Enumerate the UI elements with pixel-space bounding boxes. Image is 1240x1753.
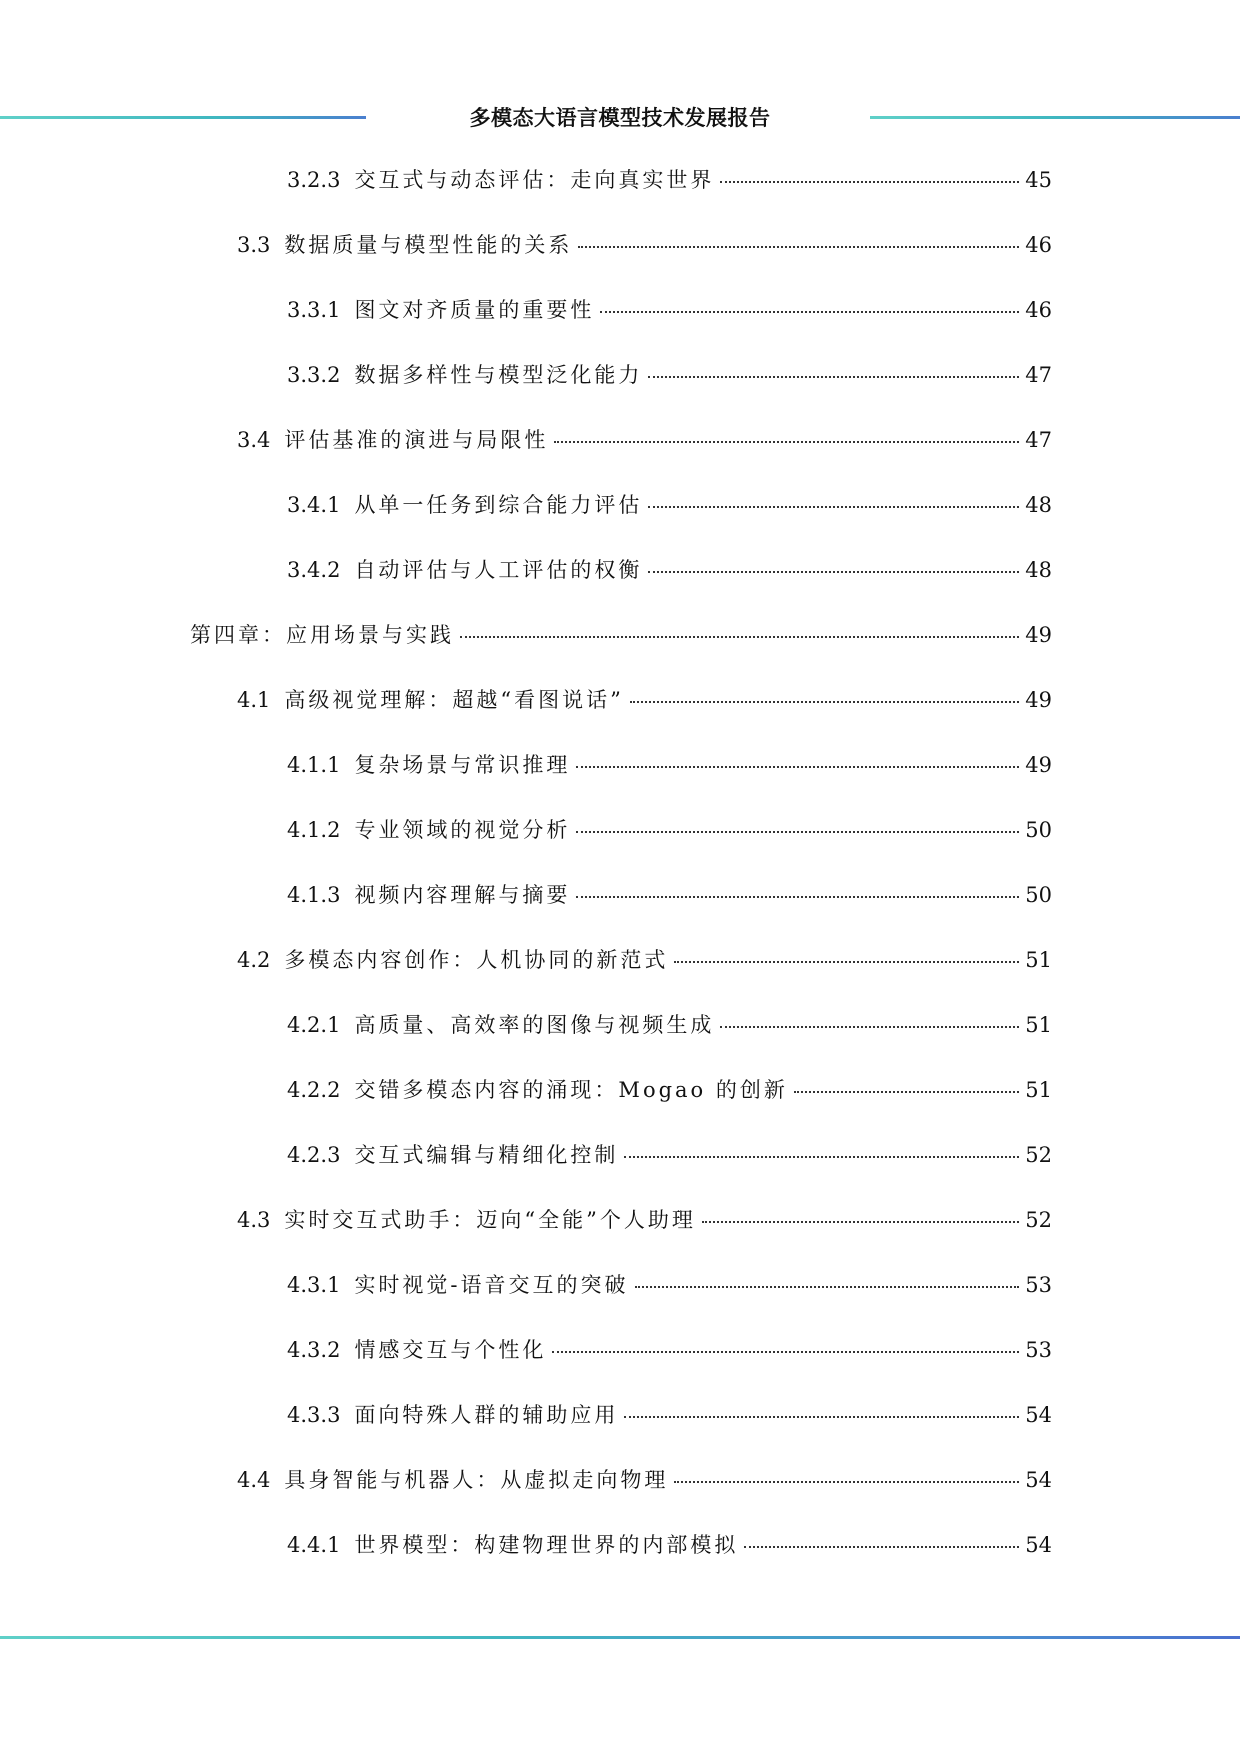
toc-entry-number: 3.3.1: [287, 298, 341, 322]
toc-page-number: 49: [1025, 753, 1052, 777]
toc-entry-title: 自动评估与人工评估的权衡: [354, 558, 643, 582]
toc-entry-number: 3.4.2: [287, 558, 341, 582]
toc-dot-leader: [576, 831, 1019, 833]
toc-entry[interactable]: [287, 879, 1052, 909]
toc-entry[interactable]: [287, 1334, 1052, 1364]
toc-dot-leader: [674, 1481, 1019, 1483]
toc-entry[interactable]: [287, 164, 1052, 194]
toc-entry-number: 4.1: [237, 688, 271, 712]
toc-entry[interactable]: [287, 1529, 1052, 1559]
toc-entry[interactable]: [190, 619, 1052, 649]
toc-dot-leader: [630, 701, 1019, 703]
toc-entry-number: 3.4: [237, 428, 271, 452]
toc-entry-title: 图文对齐质量的重要性: [354, 298, 595, 322]
toc-entry-number: 4.2.3: [287, 1143, 341, 1167]
toc-entry-number: 4.2.1: [287, 1013, 341, 1037]
toc-entry-title: 情感交互与个性化: [354, 1338, 547, 1362]
toc-page-number: 53: [1025, 1338, 1052, 1362]
toc-entry[interactable]: [287, 489, 1052, 519]
toc-entry-number: 3.3: [237, 233, 271, 257]
toc-dot-leader: [674, 961, 1019, 963]
toc-entry[interactable]: [287, 814, 1052, 844]
toc-entry-number: 4.3.1: [287, 1273, 341, 1297]
toc-dot-leader: [624, 1416, 1019, 1418]
toc-entry-number: 4.3.2: [287, 1338, 341, 1362]
toc-entry-title: 具身智能与机器人：从虚拟走向物理: [284, 1468, 669, 1492]
toc-entry-title: 面向特殊人群的辅助应用: [354, 1403, 619, 1427]
toc-page-number: 51: [1025, 948, 1052, 972]
toc-entry-title: 世界模型：构建物理世界的内部模拟: [354, 1533, 739, 1557]
toc-entry-number: 3.3.2: [287, 363, 341, 387]
toc-entry-title: 数据质量与模型性能的关系: [284, 233, 573, 257]
toc-entry[interactable]: [237, 944, 1052, 974]
toc-entry-number: 3.4.1: [287, 493, 341, 517]
toc-entry-title: 数据多样性与模型泛化能力: [354, 363, 643, 387]
toc-dot-leader: [576, 766, 1019, 768]
toc-entry-title: 第四章：应用场景与实践: [190, 623, 454, 647]
toc-page-number: 50: [1025, 883, 1052, 907]
toc-entry-title: 实时视觉-语音交互的突破: [354, 1273, 629, 1297]
toc-page-number: 49: [1025, 688, 1052, 712]
toc-entry-title: 多模态内容创作：人机协同的新范式: [284, 948, 669, 972]
toc-page-number: 54: [1025, 1403, 1052, 1427]
toc-dot-leader: [648, 376, 1019, 378]
toc-dot-leader: [744, 1546, 1019, 1548]
toc-page-number: 48: [1025, 493, 1052, 517]
toc-entry-number: 4.2.2: [287, 1078, 341, 1102]
toc-entry-number: 4.2: [237, 948, 271, 972]
toc-entry-title: 高质量、高效率的图像与视频生成: [354, 1013, 715, 1037]
toc-dot-leader: [624, 1156, 1019, 1158]
toc-page-number: 52: [1025, 1143, 1052, 1167]
header-rule-right: [870, 116, 1240, 119]
toc-entry-number: 4.1.2: [287, 818, 341, 842]
toc-entry[interactable]: [287, 1269, 1052, 1299]
toc-entry[interactable]: [287, 1074, 1052, 1104]
toc-entry-number: 3.2.3: [287, 168, 341, 192]
toc-page-number: 49: [1025, 623, 1052, 647]
toc-entry[interactable]: [287, 749, 1052, 779]
toc-entry[interactable]: [287, 1139, 1052, 1169]
toc-dot-leader: [635, 1286, 1020, 1288]
toc-dot-leader: [552, 1351, 1019, 1353]
toc-entry-title: 视频内容理解与摘要: [354, 883, 571, 907]
toc-page-number: 54: [1025, 1468, 1052, 1492]
toc-page-number: 48: [1025, 558, 1052, 582]
toc-entry[interactable]: [287, 554, 1052, 584]
toc-dot-leader: [720, 1026, 1019, 1028]
toc-entry-title: 交互式与动态评估：走向真实世界: [354, 168, 715, 192]
toc-dot-leader: [702, 1221, 1019, 1223]
toc-entry[interactable]: [287, 1009, 1052, 1039]
toc-page-number: 46: [1025, 298, 1052, 322]
toc-page-number: 51: [1025, 1013, 1052, 1037]
toc-dot-leader: [648, 506, 1019, 508]
toc-page-number: 51: [1025, 1078, 1052, 1102]
toc-entry-title: 高级视觉理解：超越“看图说话”: [284, 688, 624, 712]
toc-entry-title: 交互式编辑与精细化控制: [354, 1143, 619, 1167]
toc-entry[interactable]: [287, 1399, 1052, 1429]
toc-entry[interactable]: [287, 359, 1052, 389]
toc-entry[interactable]: [237, 1464, 1052, 1494]
toc-page-number: 46: [1025, 233, 1052, 257]
toc-page-number: 53: [1025, 1273, 1052, 1297]
toc-entry-title: 专业领域的视觉分析: [354, 818, 571, 842]
toc-entry-title: 评估基准的演进与局限性: [284, 428, 549, 452]
toc-page-number: 47: [1025, 363, 1052, 387]
toc-dot-leader: [460, 636, 1019, 638]
toc-page-number: 47: [1025, 428, 1052, 452]
toc-entry[interactable]: [237, 1204, 1052, 1234]
toc-entry-title: 交错多模态内容的涌现：Mogao 的创新: [354, 1078, 788, 1102]
toc-entry-number: 4.3: [237, 1208, 271, 1232]
toc-entry[interactable]: [237, 684, 1052, 714]
footer-rule: [0, 1636, 1240, 1639]
toc-entry[interactable]: [237, 229, 1052, 259]
toc-page-number: 52: [1025, 1208, 1052, 1232]
toc-dot-leader: [720, 181, 1019, 183]
toc-entry[interactable]: [287, 294, 1052, 324]
toc-entry-title: 实时交互式助手：迈向“全能”个人助理: [284, 1208, 696, 1232]
toc-dot-leader: [600, 311, 1019, 313]
toc-entry-number: 4.3.3: [287, 1403, 341, 1427]
toc-entry[interactable]: [237, 424, 1052, 454]
toc-entry-title: 复杂场景与常识推理: [354, 753, 571, 777]
toc-entry-number: 4.4.1: [287, 1533, 341, 1557]
toc-entry-number: 4.4: [237, 1468, 271, 1492]
toc-page-number: 50: [1025, 818, 1052, 842]
toc-page-number: 45: [1025, 168, 1052, 192]
toc-entry-number: 4.1.1: [287, 753, 341, 777]
toc-entry-title: 从单一任务到综合能力评估: [354, 493, 643, 517]
toc-dot-leader: [576, 896, 1019, 898]
toc-dot-leader: [578, 246, 1019, 248]
page-header-title: 多模态大语言模型技术发展报告: [469, 106, 771, 130]
toc-dot-leader: [794, 1091, 1019, 1093]
toc-dot-leader: [554, 441, 1019, 443]
toc-entry-number: 4.1.3: [287, 883, 341, 907]
toc-page-number: 54: [1025, 1533, 1052, 1557]
toc-dot-leader: [648, 571, 1019, 573]
